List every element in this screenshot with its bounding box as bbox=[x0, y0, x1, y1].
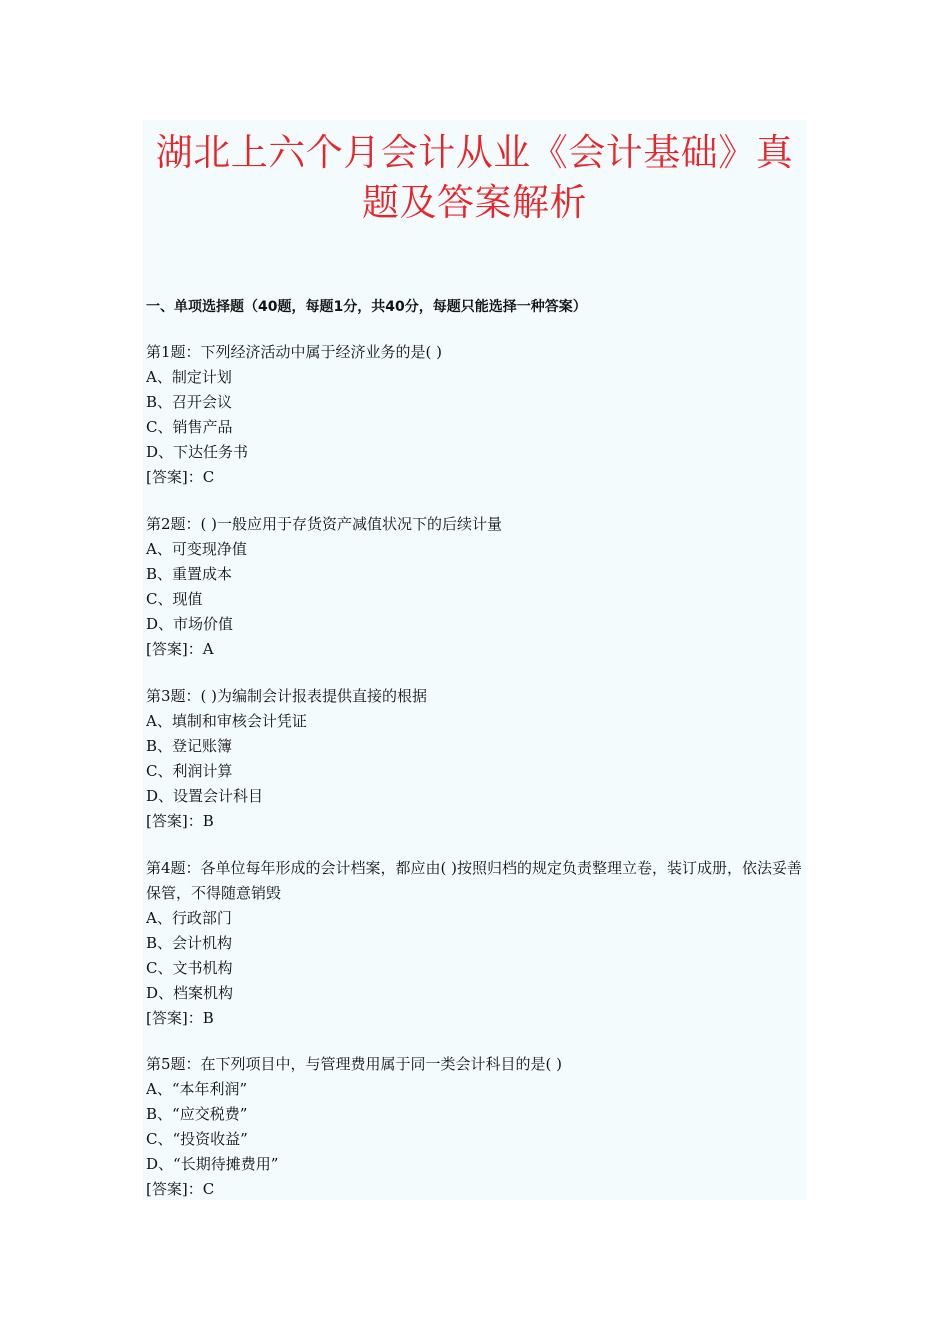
option-c: C、销售产品 bbox=[146, 418, 233, 436]
question-4 bbox=[146, 856, 806, 1031]
option-c: C、文书机构 bbox=[146, 959, 233, 977]
question-stem: 第5题：在下列项目中，与管理费用属于同一类会计科目的是( ) bbox=[146, 1055, 563, 1073]
option-b: B、登记账簿 bbox=[146, 737, 233, 755]
option-c: C、利润计算 bbox=[146, 762, 233, 780]
option-d: D、下达任务书 bbox=[146, 443, 249, 461]
option-b: B、召开会议 bbox=[146, 393, 233, 411]
option-c: C、“投资收益” bbox=[146, 1130, 248, 1148]
question-5 bbox=[146, 1052, 806, 1202]
option-a: A、“本年利润” bbox=[146, 1080, 248, 1098]
question-stem: 第3题：( )为编制会计报表提供直接的根据 bbox=[146, 687, 428, 705]
option-b: B、重置成本 bbox=[146, 565, 233, 583]
option-d: D、档案机构 bbox=[146, 984, 234, 1002]
answer: [答案]：A bbox=[146, 640, 214, 658]
answer: [答案]：C bbox=[146, 1180, 215, 1198]
option-a: A、可变现净值 bbox=[146, 540, 247, 558]
question-3 bbox=[146, 684, 806, 834]
option-c: C、现值 bbox=[146, 590, 203, 608]
question-1 bbox=[146, 340, 806, 490]
question-stem: 第2题：( )一般应用于存货资产减值状况下的后续计量 bbox=[146, 515, 503, 533]
option-d: D、设置会计科目 bbox=[146, 787, 264, 805]
answer: [答案]：B bbox=[146, 1009, 214, 1027]
question-2 bbox=[146, 512, 806, 662]
answer: [答案]：C bbox=[146, 468, 215, 486]
option-d: D、“长期待摊费用” bbox=[146, 1155, 279, 1173]
answer: [答案]：B bbox=[146, 812, 214, 830]
section-heading: 一、单项选择题（40题，每题1分，共40分，每题只能选择一种答案） bbox=[146, 299, 587, 315]
option-a: A、制定计划 bbox=[146, 368, 232, 386]
option-b: B、“应交税费” bbox=[146, 1105, 248, 1123]
document-title: 湖北上六个月会计从业《会计基础》真题及答案解析 bbox=[155, 131, 794, 224]
option-a: A、填制和审核会计凭证 bbox=[146, 712, 307, 730]
option-d: D、市场价值 bbox=[146, 615, 234, 633]
question-stem: 第4题：各单位每年形成的会计档案，都应由( )按照归档的规定负责整理立卷，装订成册，依法妥善保管，不得随意销毁 bbox=[146, 859, 803, 902]
option-b: B、会计机构 bbox=[146, 934, 233, 952]
option-a: A、行政部门 bbox=[146, 909, 232, 927]
question-stem: 第1题：下列经济活动中属于经济业务的是( ) bbox=[146, 343, 443, 361]
